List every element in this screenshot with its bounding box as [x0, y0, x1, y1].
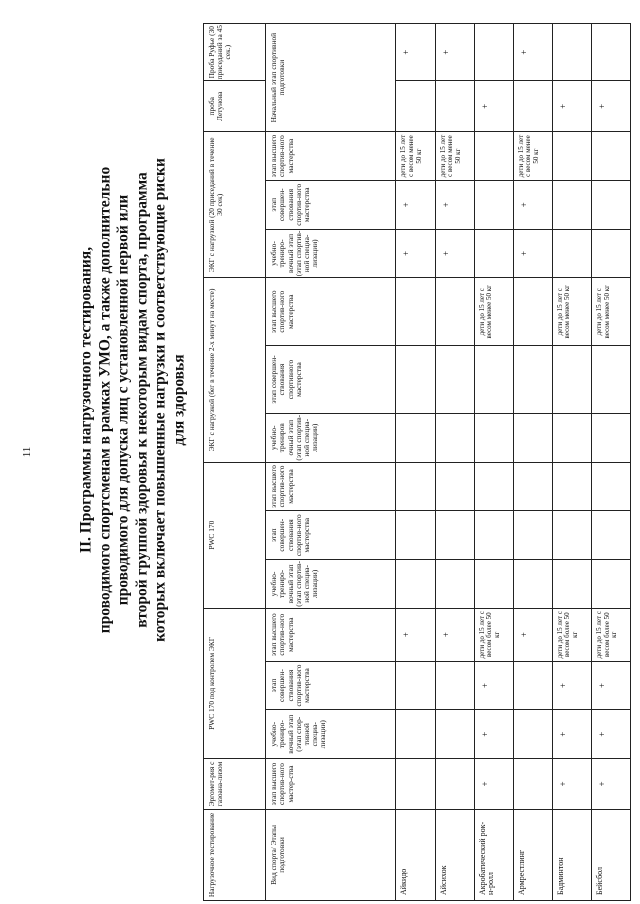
table-cell: [513, 661, 552, 710]
stage-pwc-improve: этап совершен-ствования спортив-ного мастерства: [266, 511, 396, 560]
table-cell: [396, 710, 435, 759]
table-cell: [435, 346, 474, 414]
table-cell: +: [435, 608, 474, 661]
testing-table-wrapper: [203, 23, 631, 901]
stage-pwc-ecg-high: этап высшего спортив-ного мастерства: [266, 608, 396, 661]
table-cell: дети до 15 лет с весом более 50 кг: [474, 608, 513, 661]
table-cell: [513, 759, 552, 810]
header-ecg-run: ЭКГ с нагрузкой (бег в течение 2-х минут на месте): [204, 278, 266, 462]
table-cell: +: [396, 608, 435, 661]
table-cell: [591, 560, 630, 609]
table-cell: дети до 15 лет с весом более 50 кг: [591, 608, 630, 661]
table-cell: [513, 511, 552, 560]
table-cell: [396, 560, 435, 609]
stage-run-train: учебно-трениров очный этап (этап спортив-ной специа-лизации): [266, 413, 396, 462]
table-cell: [552, 413, 591, 462]
header-letunov: проба Летунова: [204, 81, 266, 132]
table-cell: [396, 278, 435, 346]
table-cell: +: [474, 81, 513, 132]
table-cell: +: [396, 229, 435, 278]
heading-line: для здоровья: [170, 354, 187, 446]
stage-initial: Начальный этап спортивной подготовки: [266, 24, 396, 132]
table-cell: +: [591, 81, 630, 132]
table-cell: +: [435, 180, 474, 229]
table-row: [552, 24, 591, 901]
table-cell: +: [513, 180, 552, 229]
table-cell: дети до 15 лет с весом менее 50 кг: [513, 132, 552, 181]
table-cell: [552, 511, 591, 560]
table-cell: дети до 15 лет с весом менее 50 кг: [552, 278, 591, 346]
stage-pwc-high: этап высшего спортив-ного мастерства: [266, 462, 396, 511]
table-cell: [474, 180, 513, 229]
table-cell: [435, 81, 474, 132]
header-rufier: Проба Руфье (30 приседаний за 45 сек.): [204, 24, 266, 81]
table-cell: [396, 759, 435, 810]
page-number: 11: [21, 446, 33, 458]
sport-name: Бадминтон: [552, 809, 591, 900]
table-cell: [513, 710, 552, 759]
table-cell: +: [552, 661, 591, 710]
stage-squat-improve: этап совершен-ствования спортив-ного мастерства: [266, 180, 396, 229]
table-cell: дети до 15 лет с весом более 50 кг: [552, 608, 591, 661]
table-cell: [396, 413, 435, 462]
heading-line: II. Программы нагрузочного тестирования,: [77, 246, 95, 554]
table-cell: +: [474, 710, 513, 759]
sport-name: Айкидо: [396, 809, 435, 900]
table-cell: +: [552, 81, 591, 132]
table-cell: [591, 346, 630, 414]
heading-line: проводимого спортсменам в рамках УМО, а также дополнительно: [96, 166, 113, 634]
table-cell: [591, 180, 630, 229]
table-cell: +: [591, 661, 630, 710]
table-cell: +: [552, 710, 591, 759]
heading-line: проводимого для допуска лиц с установленной первой или: [114, 194, 132, 606]
table-cell: [396, 462, 435, 511]
heading-line: второй группой здоровья к некоторым видам спорта, программа: [133, 172, 150, 628]
header-row-stages: [266, 24, 396, 901]
table-row: [435, 24, 474, 901]
table-cell: [513, 413, 552, 462]
section-heading: [78, 120, 189, 680]
table-cell: [552, 24, 591, 81]
table-cell: [513, 462, 552, 511]
table-cell: [513, 278, 552, 346]
table-cell: +: [513, 229, 552, 278]
table-row: [513, 24, 552, 901]
table-cell: [474, 229, 513, 278]
table-cell: +: [435, 229, 474, 278]
table-cell: +: [396, 180, 435, 229]
table-cell: дети до 15 лет с весом менее 50 кг: [591, 278, 630, 346]
table-cell: [435, 413, 474, 462]
header-pwc170: PWC 170: [204, 462, 266, 608]
table-cell: дети до 15 лет с весом менее 50 кг: [435, 132, 474, 181]
table-cell: [396, 511, 435, 560]
sport-name: Армрестлинг: [513, 809, 552, 900]
stage-pwc-train: учебно-трениро-вочный этап (этап спортив-ной специа-лизации): [266, 560, 396, 609]
table-cell: [435, 661, 474, 710]
stage-pwc-ecg-train: учебно-трениро-вочный этап (этап спор-тивной специа-лизации): [266, 710, 396, 759]
stage-ergo-high: этап высшего спортив-ного мастер-ства: [266, 759, 396, 810]
table-cell: +: [591, 759, 630, 810]
table-cell: [435, 511, 474, 560]
table-cell: [474, 413, 513, 462]
sport-name: Акробатический рок-н-ролл: [474, 809, 513, 900]
sport-name: Бейсбол: [591, 809, 630, 900]
table-cell: +: [396, 24, 435, 81]
table-cell: +: [435, 24, 474, 81]
table-cell: [552, 180, 591, 229]
header-ecg-squat: ЭКГ с нагрузкой (20 приседаний в течение 30 сек): [204, 132, 266, 278]
table-cell: [591, 511, 630, 560]
table-cell: [435, 278, 474, 346]
table-cell: [513, 346, 552, 414]
stage-squat-high: этап высшего спортив-ного мастерства: [266, 132, 396, 181]
table-cell: [591, 413, 630, 462]
stage-run-high: этап высшего спортив-ного мастерства: [266, 278, 396, 346]
header-ergometry: Эргомет-рия с газоана-лизом: [204, 759, 266, 810]
table-cell: [552, 346, 591, 414]
table-cell: [591, 229, 630, 278]
header-test-label: Нагрузочное тестирование: [204, 809, 266, 900]
testing-table: [203, 23, 631, 901]
table-cell: +: [513, 608, 552, 661]
table-body: [396, 24, 631, 901]
table-cell: [474, 132, 513, 181]
header-pwc170-ecg: PWC 170 под контролем ЭКГ: [204, 608, 266, 758]
table-cell: [513, 81, 552, 132]
table-cell: [474, 24, 513, 81]
sport-name: Айсихок: [435, 809, 474, 900]
table-cell: [396, 346, 435, 414]
stage-squat-train: учебно-трениро-вочный этап (этап спортив-ной специа-лизации): [266, 229, 396, 278]
table-cell: [591, 462, 630, 511]
table-cell: [474, 560, 513, 609]
table-cell: дети до 15 лет с весом менее 50 кг: [396, 132, 435, 181]
table-cell: [435, 462, 474, 511]
table-cell: +: [474, 661, 513, 710]
table-cell: +: [591, 710, 630, 759]
table-cell: [552, 132, 591, 181]
table-cell: +: [552, 759, 591, 810]
table-cell: [474, 462, 513, 511]
table-cell: +: [513, 24, 552, 81]
table-cell: [474, 511, 513, 560]
table-cell: [435, 759, 474, 810]
table-cell: [552, 560, 591, 609]
table-cell: [396, 661, 435, 710]
table-cell: [396, 81, 435, 132]
stage-pwc-ecg-improve: этап совершен-ствования спортив-ного мастерства: [266, 661, 396, 710]
table-cell: +: [474, 759, 513, 810]
table-row: [396, 24, 435, 901]
table-row: [591, 24, 630, 901]
header-row-groups: [204, 24, 266, 901]
table-row: [474, 24, 513, 901]
table-cell: [552, 462, 591, 511]
table-cell: [552, 229, 591, 278]
table-cell: дети до 15 лет с весом менее 50 кг: [474, 278, 513, 346]
stage-run-improve: этап совершен-ствования спортивного мастерства: [266, 346, 396, 414]
heading-line: которых включает повышенные нагрузки и соответствующие риски: [151, 158, 169, 642]
table-cell: [591, 24, 630, 81]
table-cell: [435, 560, 474, 609]
table-cell: [513, 560, 552, 609]
table-cell: [474, 346, 513, 414]
table-cell: [591, 132, 630, 181]
header-sport-stage: Вид спорта/ Этапы подготовки: [266, 809, 396, 900]
table-cell: [435, 710, 474, 759]
